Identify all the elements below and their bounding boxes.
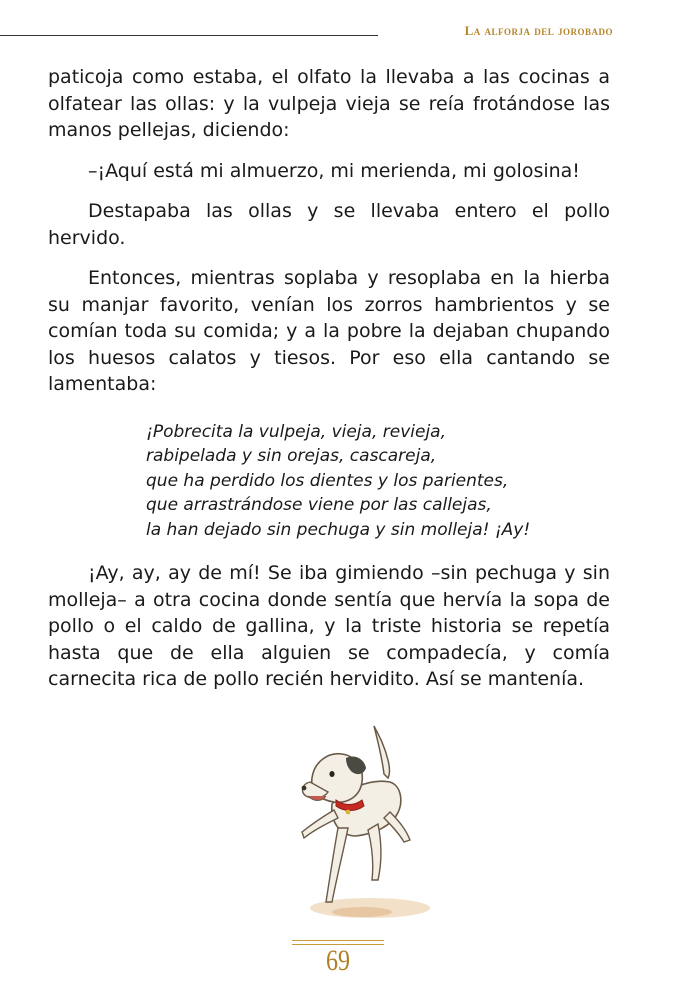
paragraph-3: Destapaba las ollas y se llevaba entero el pollo hervido. [48, 200, 610, 249]
book-title: La alforja del jorobado [464, 23, 613, 38]
verse-block [146, 420, 610, 543]
verse-line-4: que arrastrándose viene por las callejas, [146, 495, 492, 515]
running-header [0, 22, 697, 42]
header-rule [0, 35, 378, 36]
paragraph-5: ¡Ay, ay, ay de mí! Se iba gimiendo –sin pechuga y sin molleja– a otra cocina donde sentía que hervía la sopa de pollo o el caldo de gallina, y la triste historia se repetía hasta que de ella alguien se compadecía, y comía carnecita rica de pollo recién hervidito. Así se mantenía. [48, 562, 610, 690]
verse-line-2: rabipelada y sin orejas, cascareja, [146, 446, 437, 466]
page-number: 69 [326, 944, 350, 977]
verse-line-3: que ha perdido los dientes y los parientes, [146, 470, 509, 491]
verse-line-5: la han dejado sin pechuga y sin molleja! ¡Ay! [146, 519, 531, 540]
page-body [48, 64, 610, 707]
page-number-block [292, 940, 384, 986]
paragraph-2: –¡Aquí está mi almuerzo, mi merienda, mi golosina! [88, 159, 580, 182]
paragraph-4: Entonces, mientras soplaba y resoplaba en la hierba su manjar favorito, venían los zorros hambrientos y se comían toda su comida; y a la pobre la dejaban chupando los huesos calatos y tiesos. Por eso ella cantando se lamentaba: [48, 267, 610, 395]
verse-line-1: ¡Pobrecita la vulpeja, vieja, revieja, [146, 421, 446, 442]
page-number-rule-top [292, 940, 384, 941]
paragraph-1: paticoja como estaba, el olfato la llevaba a las cocinas a olfatear las ollas: y la vulpeja vieja se reía frotándose las manos pellejas, diciendo: [48, 66, 610, 141]
dog-illustration [292, 712, 432, 924]
